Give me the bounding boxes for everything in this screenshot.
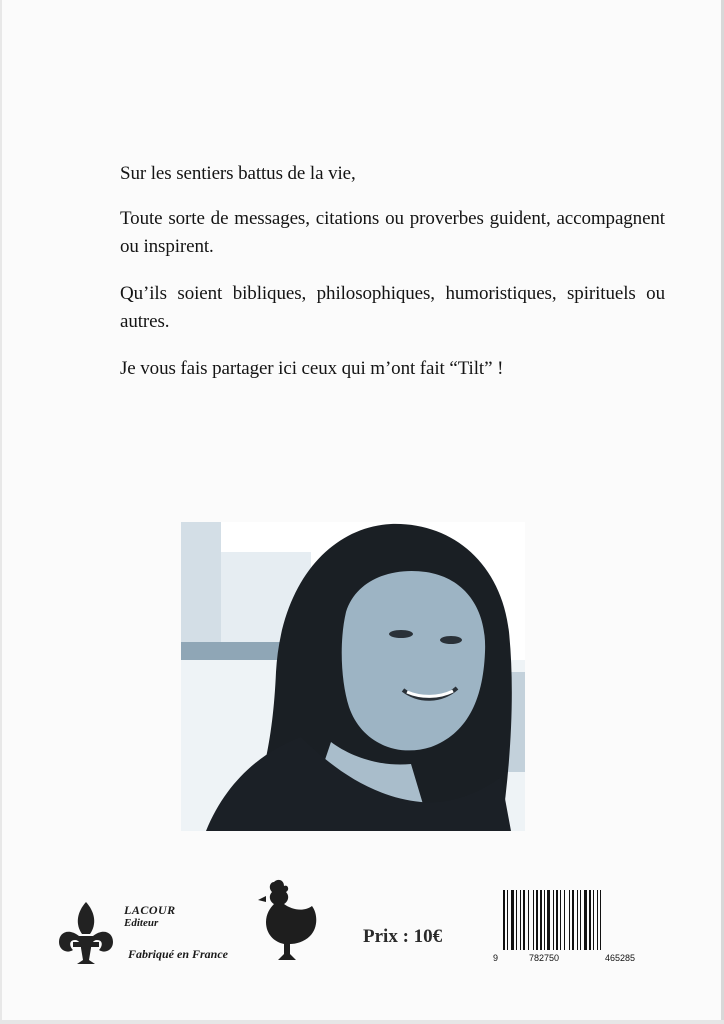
gallic-rooster-icon xyxy=(254,876,320,964)
blurb-line-1: Sur les sentiers battus de la vie, xyxy=(120,163,356,184)
scan-left-edge xyxy=(0,0,2,1024)
barcode-bar xyxy=(547,890,550,950)
barcode-bar xyxy=(597,890,598,950)
barcode-bar xyxy=(600,890,601,950)
publisher-subtitle: Editeur xyxy=(124,917,159,929)
barcode-bar xyxy=(528,890,529,950)
barcode-bar xyxy=(520,890,521,950)
barcode-bar xyxy=(533,890,534,950)
barcode-group-1: 782750 xyxy=(529,953,560,963)
barcode-bar xyxy=(503,890,505,950)
barcode-bar xyxy=(536,890,538,950)
barcode-bar xyxy=(540,890,542,950)
barcode-prefix: 9 xyxy=(493,953,499,963)
price-label: Prix : 10€ xyxy=(363,926,443,947)
barcode-bar xyxy=(553,890,554,950)
barcode-bars xyxy=(503,890,601,950)
blurb-paragraph-2: Toute sorte de messages, citations ou proverbes guident, accompagnent ou inspirent. xyxy=(120,208,665,257)
publisher-block xyxy=(124,903,176,929)
fleur-de-lis-icon xyxy=(55,900,117,966)
barcode-bar xyxy=(569,890,570,950)
barcode-bar xyxy=(507,890,508,950)
barcode-bar xyxy=(523,890,525,950)
barcode-bar xyxy=(544,890,545,950)
barcode-bar xyxy=(580,890,581,950)
scan-bottom-edge xyxy=(0,1020,724,1024)
barcode-bar xyxy=(584,890,587,950)
author-photo xyxy=(181,522,525,831)
barcode-bar xyxy=(516,890,517,950)
blurb-paragraph-3: Qu’ils soient bibliques, philosophiques, humoristiques, spirituels ou autres. xyxy=(120,283,665,332)
barcode-bar xyxy=(577,890,578,950)
barcode-group-2: 465285 xyxy=(605,953,636,963)
blurb-paragraph-4: Je vous fais partager ici ceux qui m’ont fait “Tilt” ! xyxy=(120,358,504,379)
barcode-bar xyxy=(564,890,565,950)
barcode-bar xyxy=(560,890,561,950)
made-in-france: Fabriqué en France xyxy=(128,947,229,961)
back-cover-blurb xyxy=(120,160,665,402)
barcode-bar xyxy=(511,890,514,950)
barcode-bar xyxy=(556,890,558,950)
publisher-name: LACOUR xyxy=(124,903,176,917)
barcode-bar xyxy=(589,890,591,950)
barcode-bar xyxy=(572,890,574,950)
barcode xyxy=(491,886,669,964)
barcode-bar xyxy=(593,890,594,950)
